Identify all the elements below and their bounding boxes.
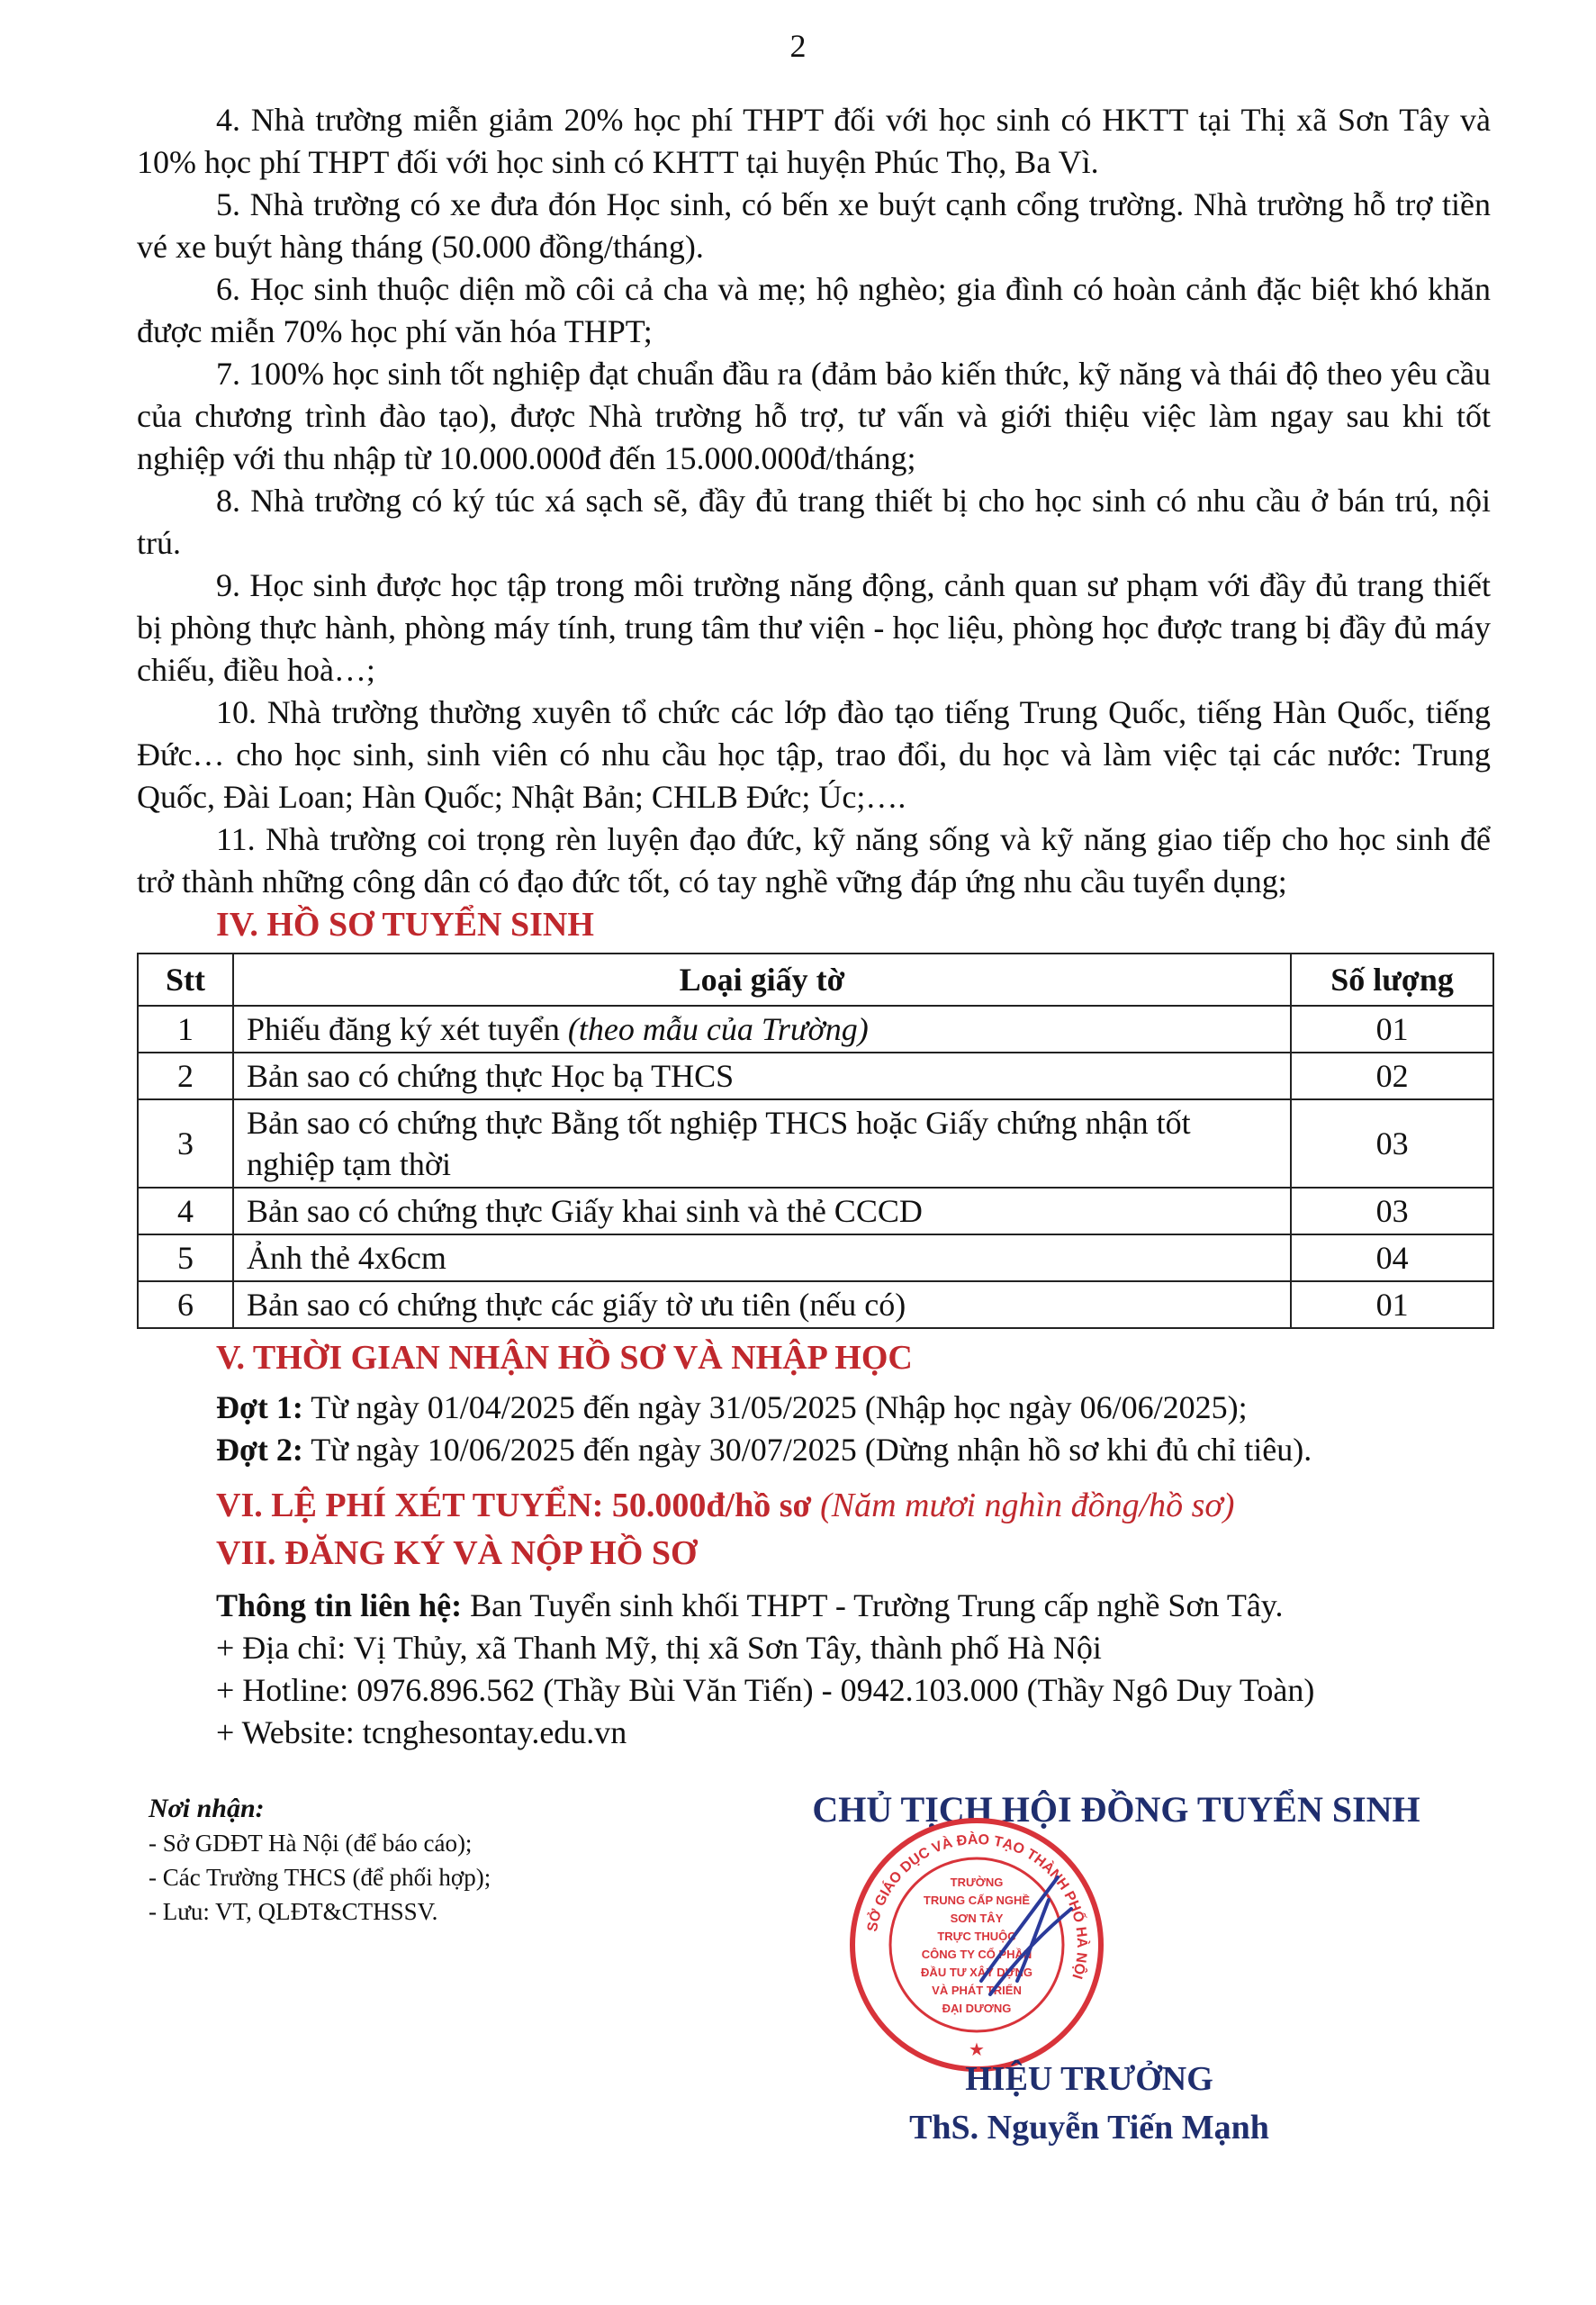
stamp-ring-text: SỞ GIÁO DỤC VÀ ĐÀO TẠO THÀNH PHỐ HÀ NỘI [864,1831,1090,1981]
header-quantity: Số lượng [1291,954,1493,1006]
doc-name: Phiếu đăng ký xét tuyển [246,1011,560,1047]
stamp-center-text [921,1876,1032,2015]
row-stt: 3 [138,1099,233,1188]
table-row [138,1006,1493,1053]
hotline-line: + Hotline: 0976.896.562 (Thầy Bùi Văn Tiến) - 0942.103.000 (Thầy Ngô Duy Toàn) [216,1672,1315,1708]
fee-note: (Năm mươi nghìn đồng/hồ sơ) [811,1487,1235,1524]
section-vii-heading: VII. ĐĂNG KÝ VÀ NỘP HỒ SƠ [216,1534,698,1572]
contact-info [216,1585,1314,1754]
stamp-line: VÀ PHÁT TRIỂN [932,1984,1022,1997]
contact-text: Ban Tuyển sinh khối THPT - Trường Trung cấp nghề Sơn Tây. [462,1587,1284,1623]
stamp-line: TRỰC THUỘC [937,1930,1016,1943]
row-qty: 02 [1291,1053,1493,1099]
row-qty: 03 [1291,1099,1493,1188]
recipient-item: - Các Trường THCS (để phối hợp); [149,1864,491,1891]
section-vi-heading [216,1486,1234,1525]
row-doc [233,1006,1291,1053]
table-row [138,1188,1493,1234]
page-number: 2 [789,28,807,64]
period-2-text: Từ ngày 10/06/2025 đến ngày 30/07/2025 (Dừng nhận hồ sơ khi đủ chỉ tiêu). [302,1432,1312,1468]
intake-periods [216,1387,1312,1471]
stamp-star-icon: ★ [969,2040,985,2060]
recipient-item: - Lưu: VT, QLĐT&CTHSSV. [149,1898,438,1925]
benefit-item: 10. Nhà trường thường xuyên tổ chức các lớp đào tạo tiếng Trung Quốc, tiếng Hàn Quốc, tiếng Đức… cho học sinh, sinh viên có nhu cầu học tập, trao đổi, du học và làm việc tại các nước: Trung Quốc, Đài Loan; Hàn Quốc; Nhật Bản; CHLB Đức; Úc;…. [137,694,1491,815]
stamp-line: ĐẠI DƯƠNG [942,2002,1012,2015]
benefit-item: 7. 100% học sinh tốt nghiệp đạt chuẩn đầu ra (đảm bảo kiến thức, kỹ năng và thái độ theo yêu cầu của chương trình đào tạo), được Nhà trường hỗ trợ, tư vấn và giới thiệu việc làm ngay sau khi tốt nghiệp với thu nhập từ 10.000.000đ đến 15.000.000đ/tháng; [137,356,1491,476]
row-qty: 03 [1291,1188,1493,1234]
header-stt: Stt [138,954,233,1006]
school-stamp [846,1814,1107,2075]
fee-title: VI. LỆ PHÍ XÉT TUYỂN: 50.000đ/hồ sơ [216,1487,812,1524]
section-v-heading: V. THỜI GIAN NHẬN HỒ SƠ VÀ NHẬP HỌC [216,1339,913,1377]
period-1 [216,1387,1312,1429]
recipient-item: - Sở GDĐT Hà Nội (để báo cáo); [149,1830,473,1857]
benefit-item: 6. Học sinh thuộc diện mồ côi cả cha và mẹ; hộ nghèo; gia đình có hoàn cảnh đặc biệt khó khăn được miễn 70% học phí văn hóa THPT; [137,271,1491,349]
recipients-heading: Nơi nhận: [149,1794,265,1823]
table-row [138,1234,1493,1281]
table-row [138,1099,1493,1188]
benefit-item: 11. Nhà trường coi trọng rèn luyện đạo đức, kỹ năng sống và kỹ năng giao tiếp cho học sinh để trở thành những công dân có đạo đức tốt, có tay nghề vững đáp ứng nhu cầu tuyển dụng; [137,821,1491,899]
period-2 [216,1429,1312,1471]
row-stt: 5 [138,1234,233,1281]
signer-role: CHỦ TỊCH HỘI ĐỒNG TUYỂN SINH [812,1789,1420,1830]
row-qty: 01 [1291,1006,1493,1053]
table-row [138,1053,1493,1099]
row-qty: 01 [1291,1281,1493,1328]
benefit-item: 5. Nhà trường có xe đưa đón Học sinh, có bến xe buýt cạnh cổng trường. Nhà trường hỗ trợ tiền vé xe buýt hàng tháng (50.000 đồng/tháng). [137,186,1491,265]
documents-table [137,953,1494,1329]
row-stt: 2 [138,1053,233,1099]
period-1-text: Từ ngày 01/04/2025 đến ngày 31/05/2025 (Nhập học ngày 06/06/2025); [302,1389,1248,1425]
benefit-item: 8. Nhà trường có ký túc xá sạch sẽ, đầy đủ trang thiết bị cho học sinh có nhu cầu ở bán trú, nội trú. [137,483,1491,561]
benefit-item: 9. Học sinh được học tập trong môi trường năng động, cảnh quan sư phạm với đầy đủ trang thiết bị phòng thực hành, phòng máy tính, trung tâm thư viện - học liệu, phòng học được trang bị đầy đủ máy chiếu, điều hoà…; [137,567,1491,688]
contact-label: Thông tin liên hệ: [216,1587,463,1623]
row-stt: 1 [138,1006,233,1053]
benefits-list [137,99,1491,903]
period-1-label: Đợt 1: [216,1389,303,1425]
benefit-item: 4. Nhà trường miễn giảm 20% học phí THPT đối với học sinh có HKTT tại Thị xã Sơn Tây và 10% học phí THPT đối với học sinh có KHTT tại huyện Phúc Thọ, Ba Vì. [137,102,1491,180]
row-qty: 04 [1291,1234,1493,1281]
row-doc: Bản sao có chứng thực Học bạ THCS [233,1053,1291,1099]
stamp-line: SƠN TÂY [950,1912,1004,1925]
stamp-line: CÔNG TY CỔ PHẦN [921,1948,1032,1961]
section-iv-heading: IV. HỒ SƠ TUYỂN SINH [216,906,594,944]
row-doc: Bản sao có chứng thực Bằng tốt nghiệp THCS hoặc Giấy chứng nhận tốt nghiệp tạm thời [233,1099,1291,1188]
signer-name: ThS. Nguyễn Tiến Mạnh [909,2109,1269,2147]
row-doc: Bản sao có chứng thực các giấy tờ ưu tiên (nếu có) [233,1281,1291,1328]
period-2-label: Đợt 2: [216,1432,303,1468]
row-doc: Bản sao có chứng thực Giấy khai sinh và thẻ CCCD [233,1188,1291,1234]
stamp-line: TRUNG CẤP NGHỀ [923,1894,1031,1907]
header-doc-type: Loại giấy tờ [233,954,1291,1006]
table-row [138,1281,1493,1328]
signer-block [828,2055,1350,2152]
website-line: + Website: tcnghesontay.edu.vn [216,1714,627,1750]
stamp-line: ĐẦU TƯ XÂY DỰNG [921,1966,1032,1979]
row-doc: Ảnh thẻ 4x6cm [233,1234,1291,1281]
stamp-line: TRƯỜNG [950,1876,1004,1889]
contact-line [216,1585,1314,1627]
row-stt: 4 [138,1188,233,1234]
table-header-row [138,954,1493,1006]
recipients-block [149,1792,491,1929]
address-line: + Địa chỉ: Vị Thủy, xã Thanh Mỹ, thị xã Sơn Tây, thành phố Hà Nội [216,1630,1102,1666]
row-stt: 6 [138,1281,233,1328]
doc-note: (theo mẫu của Trường) [567,1011,869,1047]
signer-title: HIỆU TRƯỞNG [965,2060,1213,2098]
